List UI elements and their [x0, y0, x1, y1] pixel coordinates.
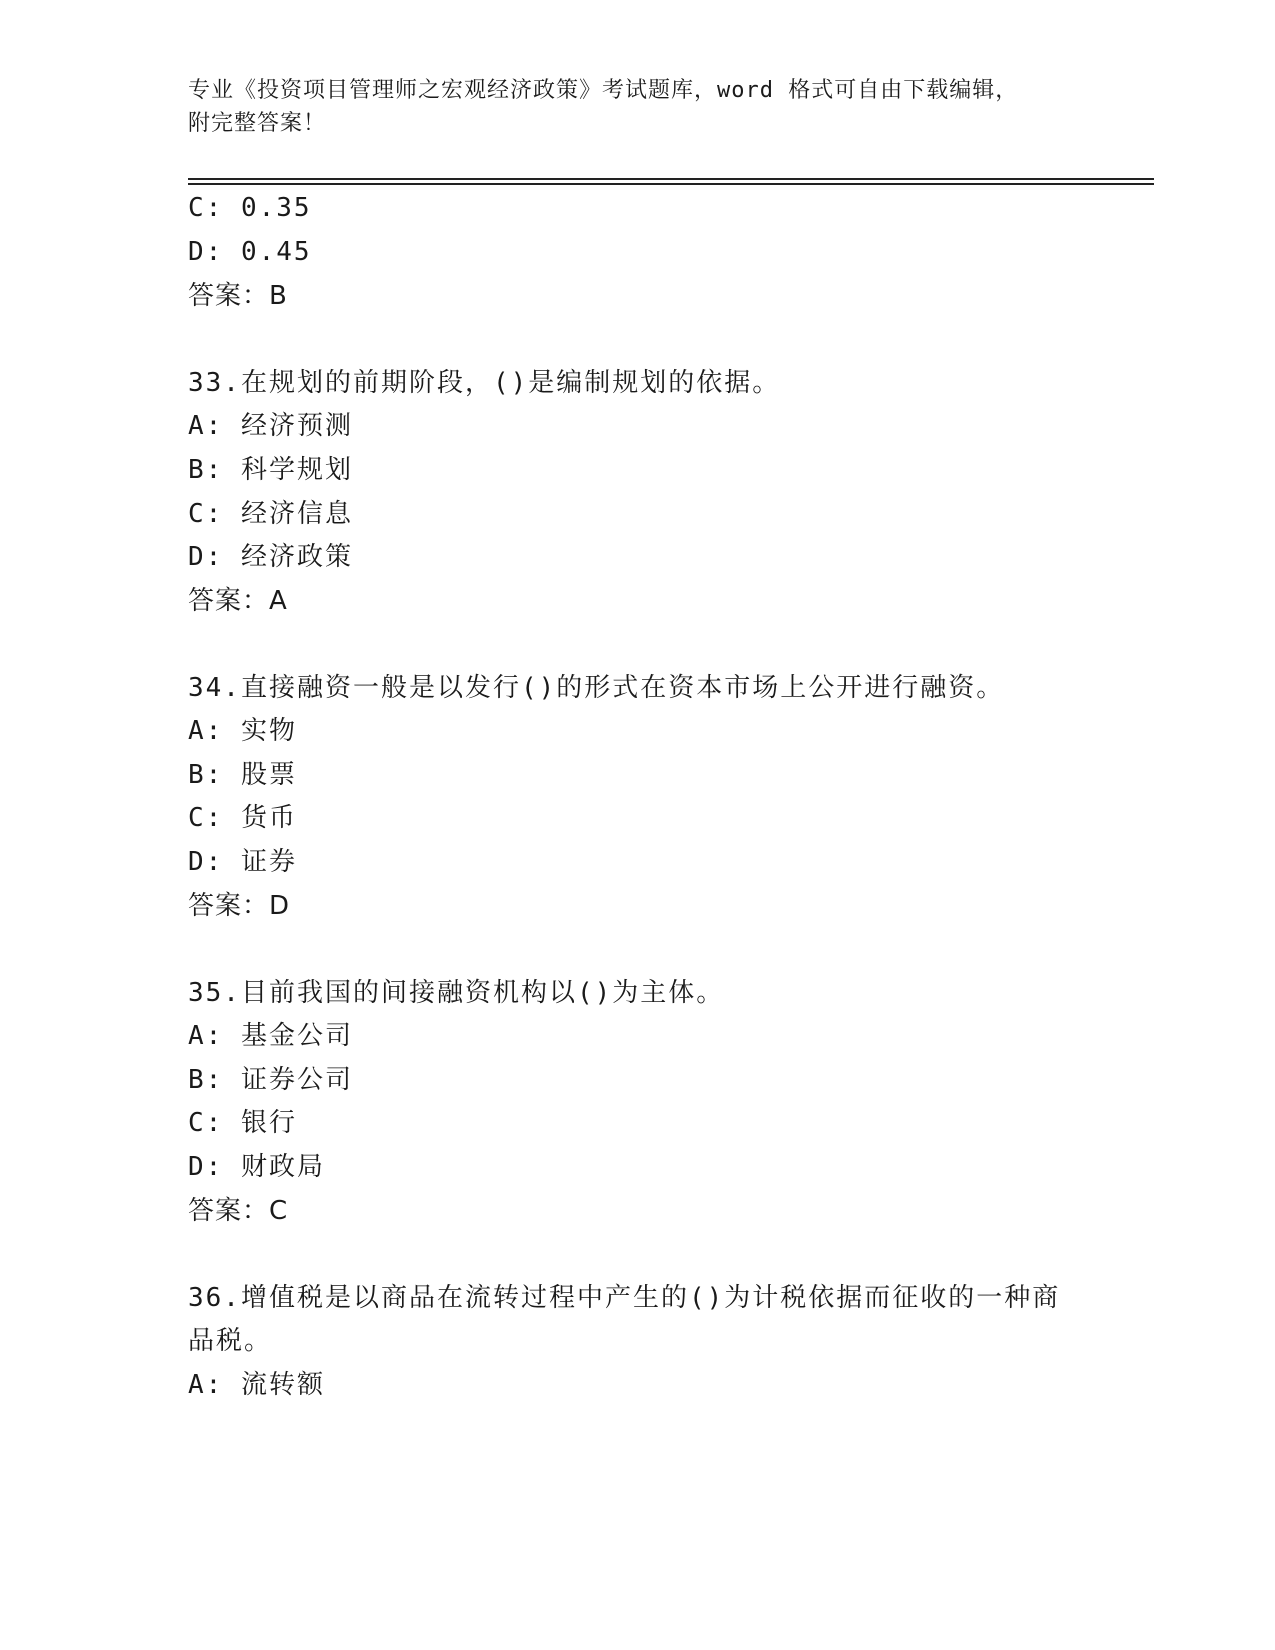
answer: 答案：A: [188, 586, 288, 616]
question-stem: 34.直接融资一般是以发行()的形式在资本市场上公开进行融资。: [188, 673, 1005, 703]
option-c: C: 货币: [188, 803, 297, 833]
option-a: A: 实物: [188, 716, 297, 746]
option-b: B: 证券公司: [188, 1065, 353, 1095]
question-stem: 33.在规划的前期阶段，()是编制规划的依据。: [188, 368, 781, 398]
option-c: C: 银行: [188, 1108, 297, 1138]
answer: 答案：C: [188, 1196, 289, 1226]
option-a: A: 基金公司: [188, 1021, 353, 1051]
option-b: B: 股票: [188, 760, 297, 790]
header-divider-bottom: [188, 183, 1154, 185]
question-stem-continued: 品税。: [188, 1326, 273, 1356]
header-line-1: 专业《投资项目管理师之宏观经济政策》考试题库，word 格式可自由下载编辑，: [188, 78, 1019, 103]
option-c: C: 经济信息: [188, 499, 353, 529]
option-d: D: 经济政策: [188, 542, 353, 572]
header-line-2: 附完整答案！: [188, 111, 327, 136]
answer: 答案：B: [188, 281, 288, 311]
option-d: D: 0.45: [188, 237, 312, 267]
option-d: D: 证券: [188, 847, 297, 877]
option-d: D: 财政局: [188, 1152, 325, 1182]
answer: 答案：D: [188, 891, 291, 921]
option-b: B: 科学规划: [188, 455, 353, 485]
option-c: C: 0.35: [188, 193, 312, 223]
question-stem: 35.目前我国的间接融资机构以()为主体。: [188, 978, 725, 1008]
option-a: A: 经济预测: [188, 411, 353, 441]
option-a: A: 流转额: [188, 1370, 325, 1400]
header-divider-top: [188, 178, 1154, 180]
document-header: [188, 74, 1088, 140]
question-stem: 36.增值税是以商品在流转过程中产生的()为计税依据而征收的一种商: [188, 1283, 1061, 1313]
